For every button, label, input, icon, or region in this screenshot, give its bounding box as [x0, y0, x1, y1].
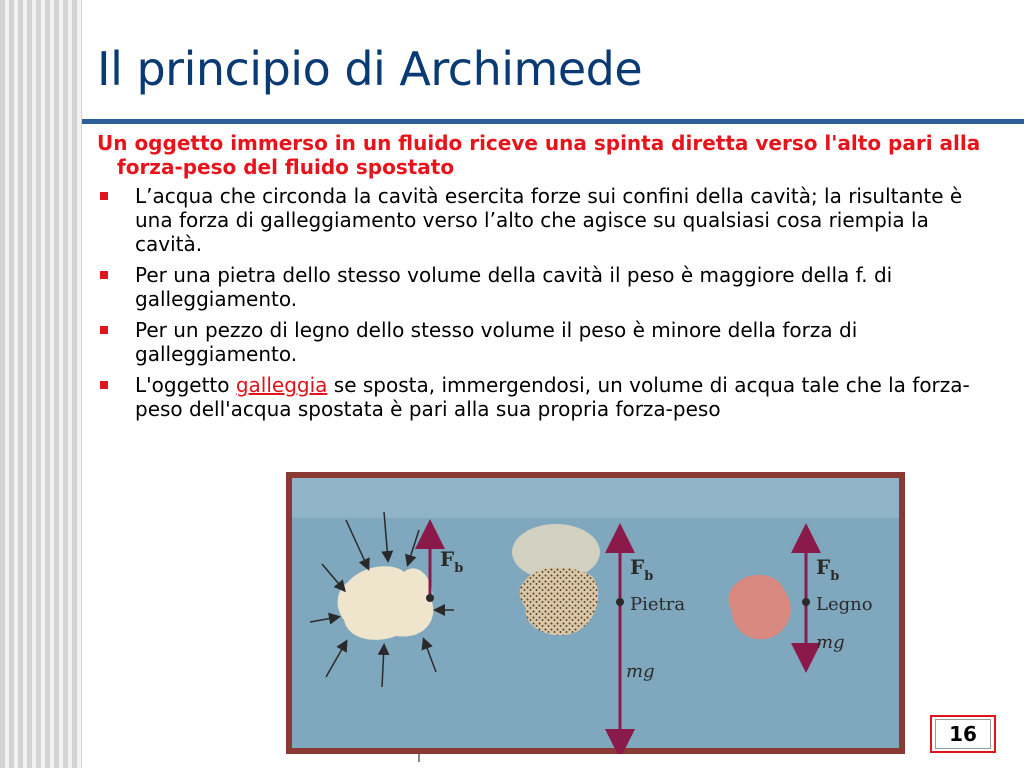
fb-label-1: $F_b$	[440, 547, 464, 576]
bullet-item	[97, 263, 987, 311]
bullet-item	[97, 318, 987, 366]
mg-label-stone: mg	[626, 661, 655, 682]
bullet-text-before: L'oggetto	[135, 373, 236, 397]
square-bullet-icon	[100, 381, 108, 389]
buoyancy-figure	[286, 472, 905, 754]
mg-label-wood: mg	[816, 632, 845, 653]
square-bullet-icon	[100, 326, 108, 334]
svg-text:Fb: $F_b$	[816, 555, 840, 584]
bullet-list	[97, 184, 987, 421]
galleggia-link[interactable]: galleggia	[235, 373, 328, 397]
slide-body	[97, 131, 987, 428]
stone-label: Pietra	[630, 594, 686, 615]
bullet-text: Per un pezzo di legno dello stesso volume il peso è minore della forza di galleggiamento.	[135, 318, 858, 366]
slide-title: Il principio di Archimede	[97, 42, 643, 96]
decorative-stripes	[0, 0, 82, 768]
bullet-item	[97, 184, 987, 256]
bullet-text: L’acqua che circonda la cavità esercita forze sui confini della cavità; la risultante è una forza di galleggiamento verso l’alto che agisce su qualsiasi cosa riempia la cavità.	[135, 184, 963, 256]
svg-text:Fb: $F_b$	[630, 555, 654, 584]
square-bullet-icon	[100, 192, 108, 200]
bullet-item	[97, 373, 987, 421]
buoyancy-illustration	[286, 472, 905, 754]
title-divider	[82, 119, 1024, 124]
lead-statement: Un oggetto immerso in un fluido riceve una spinta diretta verso l'alto pari alla forza-peso del fluido spostato	[97, 131, 981, 179]
bullet-text: Per una pietra dello stesso volume della cavità il peso è maggiore della f. di galleggiamento.	[135, 263, 893, 311]
wood-label: Legno	[816, 594, 873, 615]
page-number: 16	[935, 719, 991, 749]
bullet-text-after: se sposta, immergendosi, un volume di acqua tale che la forza-peso dell'acqua spostata è pari alla sua propria forza-peso	[135, 373, 970, 421]
square-bullet-icon	[100, 271, 108, 279]
page-number-box	[930, 715, 996, 753]
footer-tick	[418, 754, 420, 762]
